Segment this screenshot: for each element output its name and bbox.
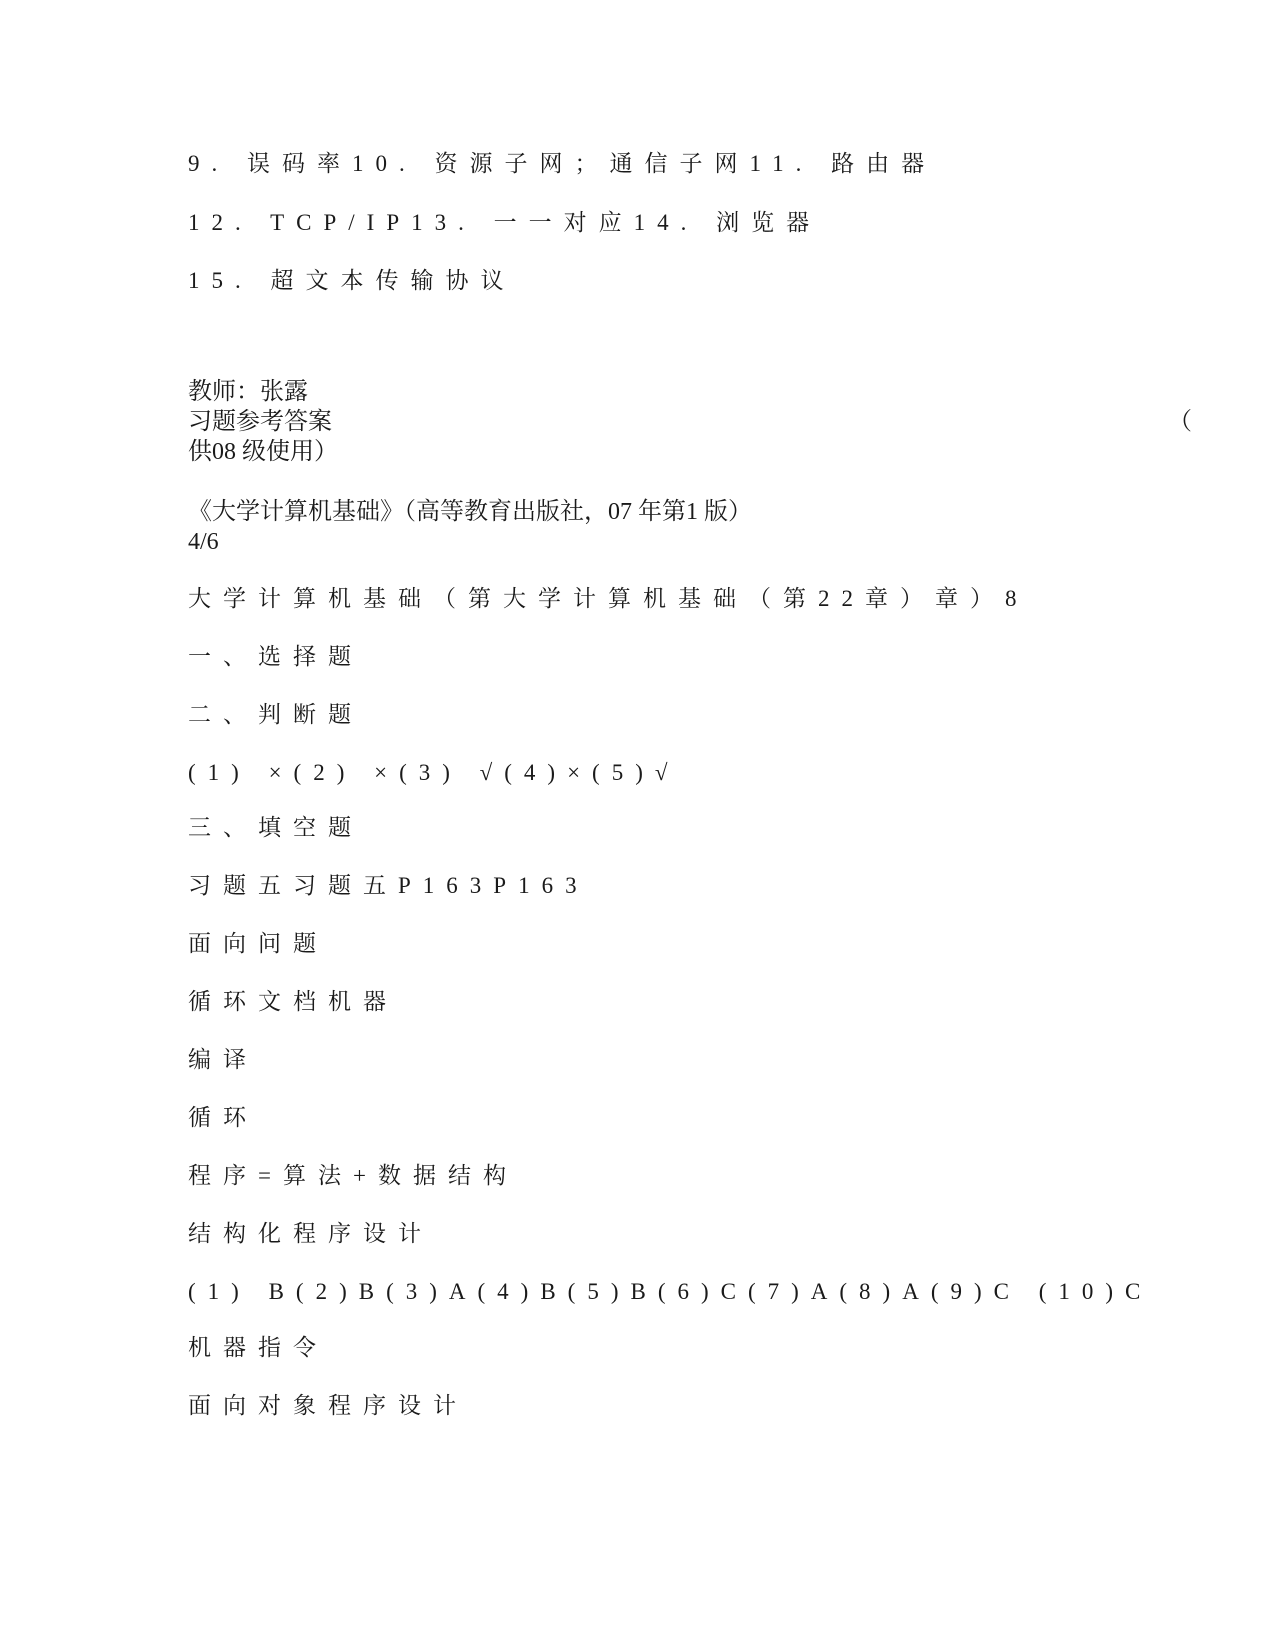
choice-answers: (1) B(2)B(3)A(4)B(5)B(6)C(7)A(8)A(9)C (10)C xyxy=(188,1279,1153,1304)
answer-text: 程序=算法+数据结构 xyxy=(188,1163,518,1188)
teacher-name: 教师：张露 xyxy=(188,379,308,405)
answer-text: 循环 xyxy=(188,1105,258,1130)
section-multiple-choice: 一、选择题 xyxy=(188,644,363,669)
answer-line-12-14: 12. TCP/IP13. 一一对应14. 浏览器 xyxy=(188,210,822,235)
answer-text: 结构化程序设计 xyxy=(188,1221,433,1246)
answer-line-9-11: 9. 误码率10. 资源子网；通信子网11. 路由器 xyxy=(188,151,937,176)
true-false-answers: (1) ×(2) ×(3) √(4)×(5)√ xyxy=(188,760,680,785)
book-title: 《大学计算机基础》（高等教育出版社，07 年第1 版） xyxy=(188,499,752,525)
exercise-heading: 习题五习题五P163P163 xyxy=(188,873,589,898)
answer-line-15: 15. 超文本传输协议 xyxy=(188,268,516,293)
answer-text: 面向对象程序设计 xyxy=(188,1393,468,1418)
open-paren: （ xyxy=(1168,409,1192,435)
page-number: 4/6 xyxy=(188,529,219,555)
section-fill-blank: 三、填空题 xyxy=(188,815,363,840)
grade-note: 供08 级使用） xyxy=(188,439,338,465)
chapter-heading: 大学计算机基础（第大学计算机基础（第22章）章）8 xyxy=(188,586,1029,611)
answer-text: 循环文档机器 xyxy=(188,989,398,1014)
section-true-false: 二、判断题 xyxy=(188,702,363,727)
answer-text: 机器指令 xyxy=(188,1335,328,1360)
answer-text: 面向问题 xyxy=(188,931,328,956)
answer-text: 编译 xyxy=(188,1047,258,1072)
answer-title: 习题参考答案 xyxy=(188,409,332,435)
